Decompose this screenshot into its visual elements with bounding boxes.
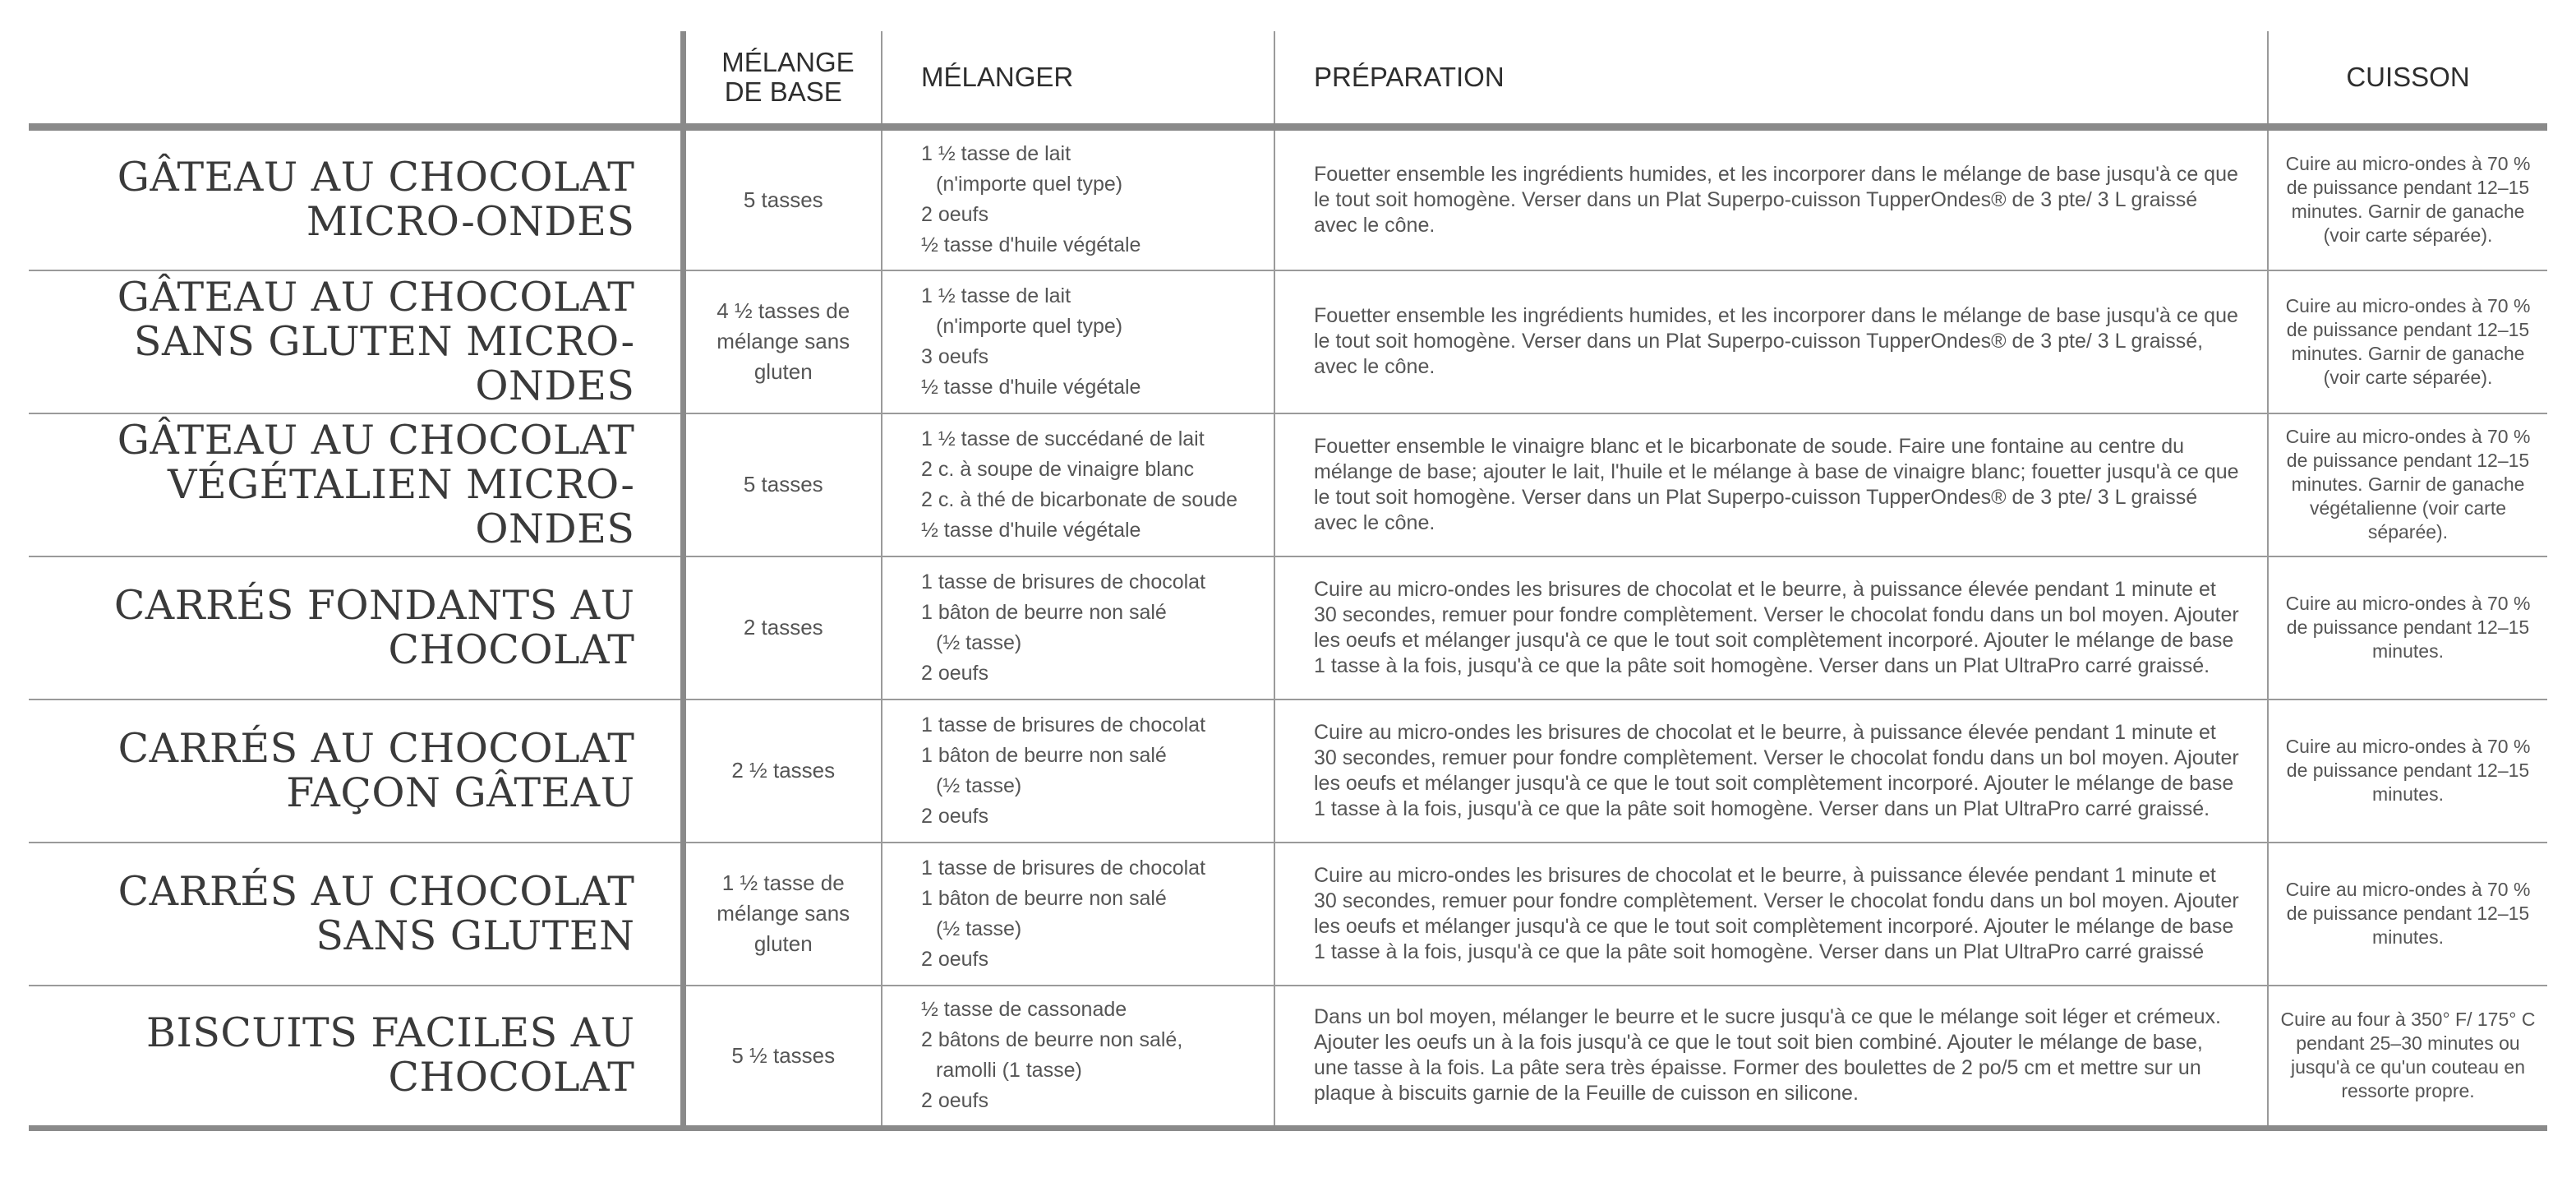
ingredient-line: 2 oeufs (921, 203, 989, 227)
recipe-name: BISCUITS FACILES AU CHOCOLAT (29, 986, 683, 1129)
ingredient-line: 1 tasse de brisures de chocolat (921, 856, 1206, 880)
header-base-mix-label: MÉLANGE DE BASE (721, 47, 855, 107)
ingredient-line: 3 oeufs (921, 344, 989, 368)
mix-ingredients (882, 556, 1274, 700)
ingredient-line: ramolli (1 tasse) (936, 1059, 1082, 1083)
preparation-text: Fouetter ensemble les ingrédients humides, et les incorporer dans le mélange de base jusqu'à ce que le tout soit homogène. Verser dans un Plat Superpo-cuisson TupperOndes® de 3 pte/ 3 L graissé avec le cône. (1274, 127, 2268, 270)
recipe-name: CARRÉS FONDANTS AU CHOCOLAT (29, 556, 683, 700)
header-mix: MÉLANGER (882, 31, 1274, 127)
table-row (29, 556, 2547, 700)
ingredient-line: (n'importe quel type) (936, 173, 1123, 196)
ingredient-line: 1 bâton de beurre non salé (921, 600, 1167, 624)
recipe-table (29, 31, 2547, 1131)
base-mix-amount: 2 tasses (683, 556, 882, 700)
mix-ingredients (882, 843, 1274, 986)
mix-ingredients (882, 413, 1274, 556)
base-mix-amount: 4 ½ tasses de mélange sans gluten (683, 270, 882, 413)
ingredient-line: ½ tasse de cassonade (921, 998, 1127, 1022)
header-name (29, 31, 683, 127)
ingredient-line: 2 oeufs (921, 947, 989, 971)
table-row (29, 700, 2547, 843)
preparation-text: Cuire au micro-ondes les brisures de chocolat et le beurre, à puissance élevée pendant 1 minute et 30 secondes, remuer pour fondre complètement. Verser le chocolat fondu dans un bol moyen. Ajouter les oeufs et mélanger jusqu'à ce que le tout soit complètement incorporé. Ajouter le mélange de base 1 tasse à la fois, jusqu'à ce que la pâte soit homogène. Verser dans un Plat UltraPro carré graissé (1274, 843, 2268, 986)
table-row (29, 270, 2547, 413)
recipe-name: CARRÉS AU CHOCOLAT SANS GLUTEN (29, 843, 683, 986)
ingredient-line: (½ tasse) (936, 630, 1022, 654)
table-row (29, 127, 2547, 270)
ingredient-line: 1 ½ tasse de lait (921, 284, 1071, 307)
ingredient-line: 1 ½ tasse de lait (921, 142, 1071, 166)
base-mix-amount: 2 ½ tasses (683, 700, 882, 843)
preparation-text: Fouetter ensemble les ingrédients humides, et les incorporer dans le mélange de base jusqu'à ce que le tout soit homogène. Verser dans un Plat Superpo-cuisson TupperOndes® de 3 pte/ 3 L graissé, avec le cône. (1274, 270, 2268, 413)
base-mix-amount: 5 tasses (683, 127, 882, 270)
mix-ingredients (882, 270, 1274, 413)
table-row (29, 843, 2547, 986)
base-mix-amount: 5 tasses (683, 413, 882, 556)
mix-ingredients (882, 127, 1274, 270)
recipe-name: GÂTEAU AU CHOCOLAT MICRO-ONDES (29, 127, 683, 270)
ingredient-line: 2 c. à thé de bicarbonate de soude (921, 487, 1238, 511)
cooking-text: Cuire au micro-ondes à 70 % de puissance pendant 12–15 minutes. (2268, 843, 2547, 986)
ingredient-line: (n'importe quel type) (936, 314, 1123, 338)
ingredient-line: 1 ½ tasse de succédané de lait (921, 427, 1205, 450)
header-base-mix (683, 31, 882, 127)
ingredient-line: 2 bâtons de beurre non salé, (921, 1028, 1183, 1052)
table-body (29, 127, 2547, 1129)
preparation-text: Dans un bol moyen, mélanger le beurre et le sucre jusqu'à ce que le mélange soit léger et crémeux. Ajouter les oeufs un à la fois jusqu'à ce que le tout soit bien combiné. Ajouter le mélange de base, une tasse à la fois. La pâte sera très épaisse. Former des boulettes de 2 po/5 cm et mettre sur un plaque à biscuits garnie de la Feuille de cuisson en silicone. (1274, 986, 2268, 1129)
cooking-text: Cuire au micro-ondes à 70 % de puissance pendant 12–15 minutes. (2268, 700, 2547, 843)
ingredient-line: 2 c. à soupe de vinaigre blanc (921, 457, 1195, 481)
preparation-text: Cuire au micro-ondes les brisures de chocolat et le beurre, à puissance élevée pendant 1 minute et 30 secondes, remuer pour fondre complètement. Verser le chocolat fondu dans un bol moyen. Ajouter les oeufs et mélanger jusqu'à ce que le tout soit complètement incorporé. Ajouter le mélange de base 1 tasse à la fois, jusqu'à ce que la pâte soit homogène. Verser dans un Plat UltraPro carré graissé. (1274, 700, 2268, 843)
recipe-name: CARRÉS AU CHOCOLAT FAÇON GÂTEAU (29, 700, 683, 843)
ingredient-line: 2 oeufs (921, 804, 989, 828)
base-mix-amount: 5 ½ tasses (683, 986, 882, 1129)
table-row (29, 986, 2547, 1129)
ingredient-line: ½ tasse d'huile végétale (921, 233, 1141, 257)
mix-ingredients (882, 700, 1274, 843)
header-cooking: CUISSON (2268, 31, 2547, 127)
ingredient-line: (½ tasse) (936, 773, 1022, 797)
table-row (29, 413, 2547, 556)
cooking-text: Cuire au micro-ondes à 70 % de puissance pendant 12–15 minutes. (2268, 556, 2547, 700)
header-preparation: PRÉPARATION (1274, 31, 2268, 127)
ingredient-line: 1 bâton de beurre non salé (921, 743, 1167, 767)
ingredient-line: 2 oeufs (921, 1089, 989, 1113)
mix-ingredients (882, 986, 1274, 1129)
cooking-text: Cuire au micro-ondes à 70 % de puissance pendant 12–15 minutes. Garnir de ganache (voir carte séparée). (2268, 127, 2547, 270)
cooking-text: Cuire au four à 350° F/ 175° C pendant 25–30 minutes ou jusqu'à ce qu'un couteau en ressorte propre. (2268, 986, 2547, 1129)
preparation-text: Cuire au micro-ondes les brisures de chocolat et le beurre, à puissance élevée pendant 1 minute et 30 secondes, remuer pour fondre complètement. Verser le chocolat fondu dans un bol moyen. Ajouter les oeufs et mélanger jusqu'à ce que le tout soit complètement incorporé. Ajouter le mélange de base 1 tasse à la fois, jusqu'à ce que la pâte soit homogène. Verser dans un Plat UltraPro carré graissé. (1274, 556, 2268, 700)
recipe-name: GÂTEAU AU CHOCOLAT SANS GLUTEN MICRO-ONDES (29, 270, 683, 413)
base-mix-amount: 1 ½ tasse de mélange sans gluten (683, 843, 882, 986)
cooking-text: Cuire au micro-ondes à 70 % de puissance pendant 12–15 minutes. Garnir de ganache (voir carte séparée). (2268, 270, 2547, 413)
ingredient-line: 2 oeufs (921, 661, 989, 685)
preparation-text: Fouetter ensemble le vinaigre blanc et le bicarbonate de soude. Faire une fontaine au centre du mélange de base; ajouter le lait, l'huile et le mélange à base de vinaigre blanc; fouetter jusqu'à ce que le tout soit homogène. Verser dans un Plat Superpo-cuisson TupperOndes® de 3 pte/ 3 L graissé avec le cône. (1274, 413, 2268, 556)
ingredient-line: 1 tasse de brisures de chocolat (921, 713, 1206, 736)
ingredient-line: 1 bâton de beurre non salé (921, 886, 1167, 910)
ingredient-line: (½ tasse) (936, 917, 1022, 940)
table-header (29, 31, 2547, 127)
cooking-text: Cuire au micro-ondes à 70 % de puissance pendant 12–15 minutes. Garnir de ganache végétalienne (voir carte séparée). (2268, 413, 2547, 556)
ingredient-line: ½ tasse d'huile végétale (921, 375, 1141, 399)
ingredient-line: 1 tasse de brisures de chocolat (921, 570, 1206, 593)
recipe-name: GÂTEAU AU CHOCOLAT VÉGÉTALIEN MICRO-ONDES (29, 413, 683, 556)
ingredient-line: ½ tasse d'huile végétale (921, 518, 1141, 542)
